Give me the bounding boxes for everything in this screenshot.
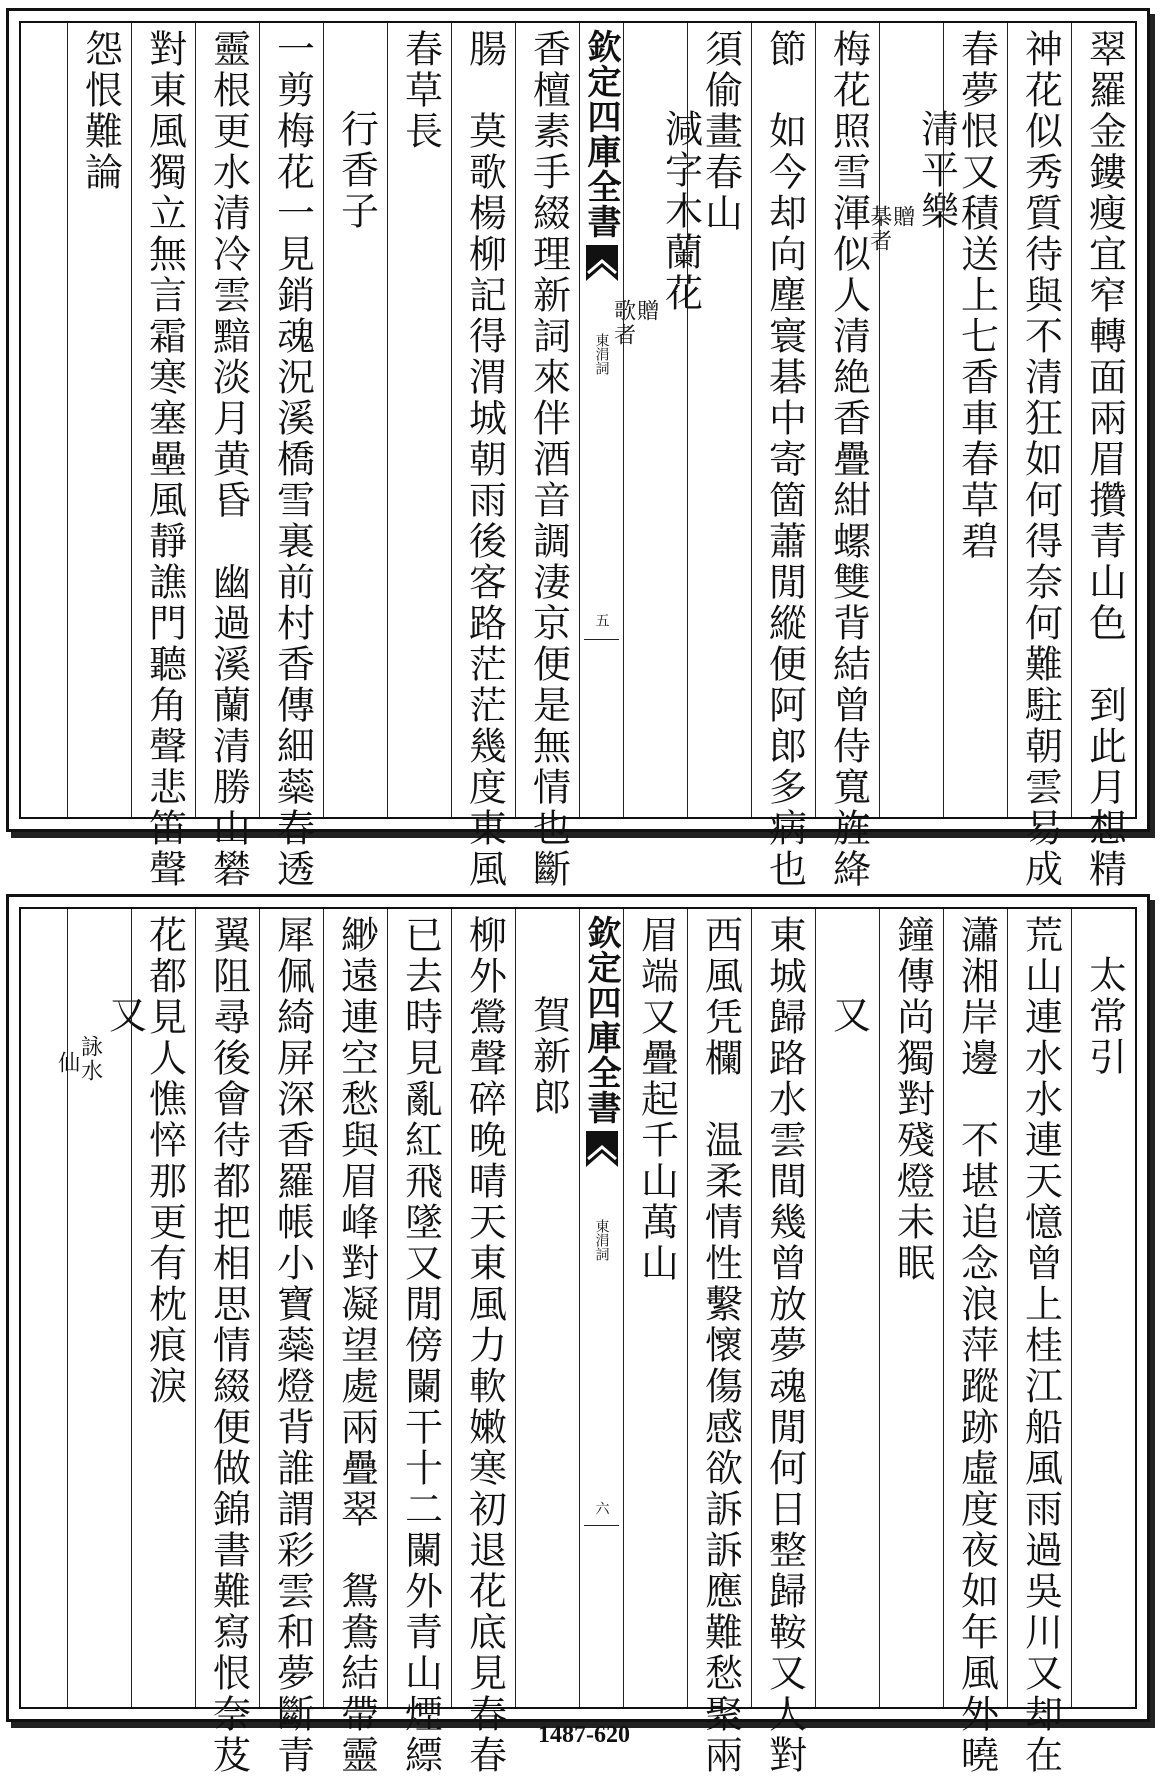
text-line: 腸 莫歌楊柳記得渭城朝雨後客路茫茫幾度東風: [462, 29, 507, 890]
text-column: [131, 909, 195, 1707]
title-column: [515, 909, 579, 1707]
note-char: 水: [77, 1059, 103, 1083]
collection-title: 東涓詞: [593, 1219, 610, 1261]
poem-title-text: 又: [102, 995, 147, 1036]
spine-rule: [584, 1525, 619, 1526]
note-char: 贈: [889, 205, 915, 229]
poem-title-note: [867, 205, 913, 253]
text-column: [943, 23, 1007, 817]
text-line: 神花似秀質待與不清狂如何得奈何難駐朝雲易成: [1018, 29, 1063, 890]
poem-title-text: 賀新郎: [526, 995, 571, 1118]
text-line: 翼阻尋後會待都把相思情綴便做錦書難寫恨奈芨: [206, 915, 251, 1776]
leaf-number: 五: [593, 613, 610, 627]
text-line: 犀佩綺屏深香羅帳小寶蘂燈背誰謂彩雲和夢斷青: [270, 915, 315, 1776]
poem-title-text: 減字木蘭花: [658, 109, 703, 314]
text-column: [751, 23, 815, 890]
note-char: 贈: [633, 299, 659, 323]
poem-title-note: [55, 1035, 101, 1083]
title-column: [815, 909, 879, 1707]
poem-title-text: 行香子: [334, 109, 379, 232]
title-column: [866, 23, 959, 817]
poem-title-text: 太常引: [1082, 955, 1127, 1078]
upper-page: [6, 8, 1150, 890]
text-column: [387, 23, 451, 817]
text-line: 須偷畫春山: [698, 29, 743, 234]
title-column: [1071, 909, 1135, 1707]
poem-title-text: 清平樂: [914, 109, 959, 232]
text-column: [131, 23, 195, 890]
text-line: 花都見人憔悴那更有枕痕淚: [142, 915, 187, 1407]
book-title: 欽定四庫全書: [581, 29, 621, 239]
text-column: [515, 23, 579, 890]
blank-column: [21, 23, 67, 817]
page-footer-number: 1487-620: [538, 1722, 630, 1748]
text-column: [687, 909, 751, 1776]
text-line: 柳外鶯聲碎晚晴天東風力軟嫩寒初退花底見春春: [462, 915, 507, 1776]
spine-rule: [584, 639, 619, 640]
text-column: [687, 23, 751, 817]
fishtail-mark-icon: [584, 1129, 620, 1169]
note-char: 仙: [54, 1051, 80, 1075]
text-column: [259, 909, 323, 1776]
text-line: 香檀素手綴理新詞來伴酒音調淒京便是無情也斷: [526, 29, 571, 890]
text-line: 荒山連水水連天憶曾上桂江船風雨過吳川又却在: [1018, 915, 1063, 1776]
text-column: [195, 23, 259, 890]
text-line: 節 如今却向塵寰碁中寄箇蕭閒縱便阿郎多病也: [762, 29, 807, 890]
note-char: 歌: [610, 299, 636, 323]
text-line: 西風凭欄 温柔情性繫懷傷感欲訴訴應難愁聚兩: [698, 915, 743, 1776]
text-column: [1007, 909, 1071, 1776]
text-line: 春夢恨又積送上七香車春草碧: [954, 29, 999, 562]
note-char: 詠: [77, 1035, 103, 1059]
text-column: [751, 909, 815, 1776]
text-column: [943, 909, 1007, 1776]
fishtail-mark-icon: [584, 243, 620, 283]
page-spine: [579, 909, 623, 1707]
text-column: [451, 909, 515, 1776]
text-column: [195, 909, 259, 1776]
text-line: 對東風獨立無言霜寒塞壘風靜譙門聽角聲悲笛聲: [142, 29, 187, 890]
title-column: [323, 23, 387, 817]
note-char: 者: [610, 323, 636, 347]
text-line: 一剪梅花一見銷魂況溪橋雪裏前村香傳細蘂春透: [270, 29, 315, 890]
collection-title: 東涓詞: [593, 333, 610, 375]
text-line: 靈根更水清冷雲黯淡月黄昏 幽過溪蘭清勝山礬: [206, 29, 251, 890]
text-column: [451, 23, 515, 890]
poem-title-text: 又: [826, 995, 871, 1036]
text-column: [323, 909, 387, 1776]
leaf-number: 六: [593, 1501, 610, 1515]
note-char: 棊: [866, 205, 892, 229]
text-column: [879, 909, 943, 1707]
text-line: 翠羅金鏤瘦宜窄轉面兩眉攢青山色 到此月想精: [1082, 29, 1127, 890]
text-column: [259, 23, 323, 890]
text-line: 瀟湘岸邊 不堪追念浪萍蹤跡虛度夜如年風外曉: [954, 915, 999, 1776]
text-line: 鐘傳尚獨對殘燈未眠: [890, 915, 935, 1284]
text-column: [1007, 23, 1071, 890]
title-column: [610, 23, 703, 817]
text-column: [67, 23, 131, 817]
text-line: 緲遠連空愁與眉峰對凝望處兩疊翠 鴛鴦結帶靈: [334, 915, 379, 1776]
text-column: [387, 909, 451, 1776]
upper-page-frame: [19, 21, 1137, 890]
page-spine: [579, 23, 623, 817]
title-column: [54, 909, 147, 1707]
note-char: 者: [866, 229, 892, 253]
text-line: 眉端又疊起千山萬山: [634, 915, 679, 1284]
text-line: 梅花照雪渾似人清絶香疊紺螺雙背結曾侍寬旌絳: [826, 29, 871, 890]
text-line: 已去時見亂紅飛墜又閒傍闌干十二闌外青山煙縹: [398, 915, 443, 1776]
text-line: 東城歸路水雲間幾曾放夢魂閒何日整歸鞍又人對: [762, 915, 807, 1776]
text-line: 怨恨難論: [78, 29, 123, 193]
text-column: [623, 909, 687, 1707]
text-line: 春草長: [398, 29, 443, 152]
text-column: [1071, 23, 1135, 890]
book-title: 欽定四庫全書: [581, 915, 621, 1125]
